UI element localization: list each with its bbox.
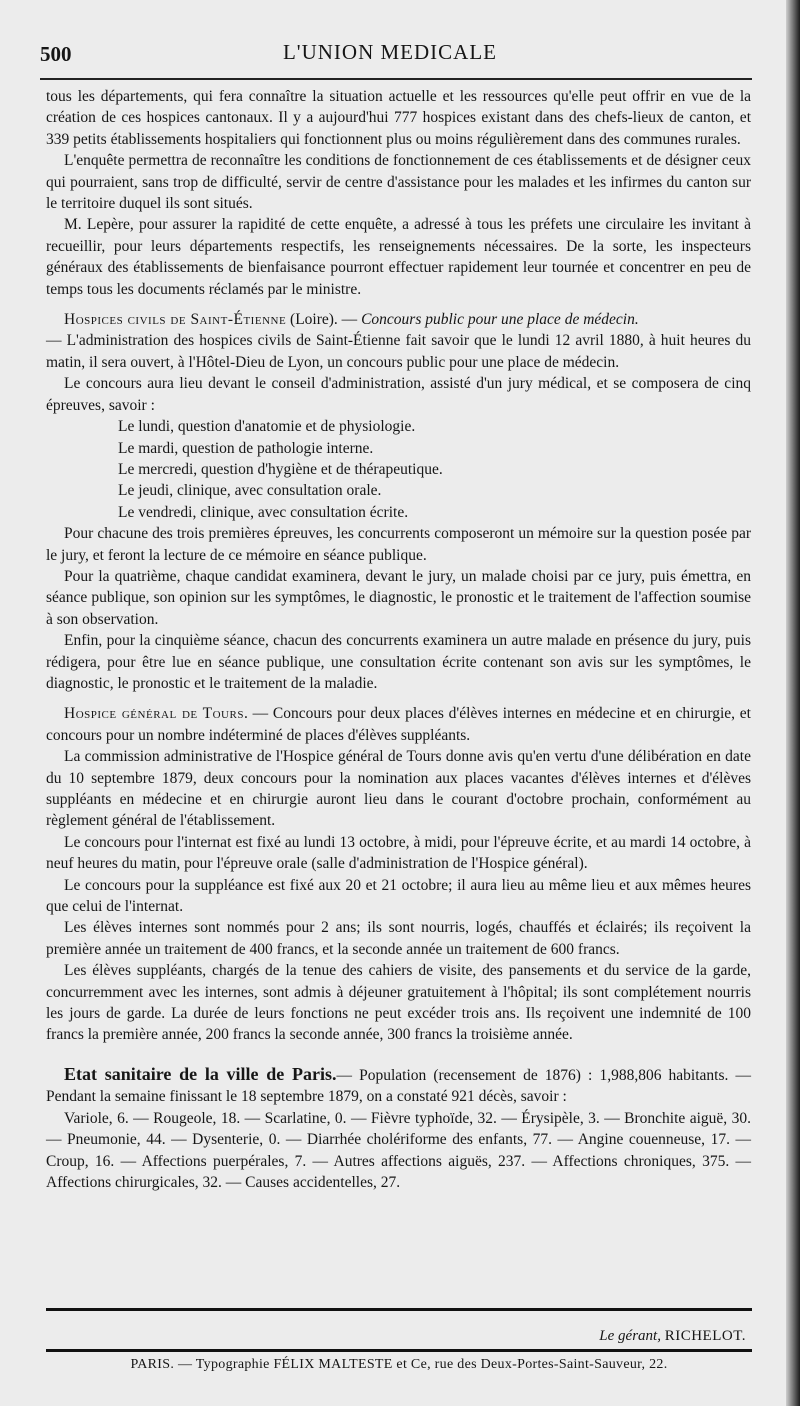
book-spine-edge	[786, 0, 800, 1406]
section-subtitle: . — Concours pour deux places d'élèves internes en médecine et en chirurgie, et concours pour un nombre indéterminé de places d'élèves suppléants.	[46, 705, 751, 744]
paragraph: L'enquête permettra de reconnaître les conditions de fonctionnement de ces établissements et de désigner ceux qui pourraient, sans trop de difficulté, servir de centre d'assistance pour les malades et les infirmes du canton sur le territoire duquel ils sont situés.	[46, 152, 751, 213]
page-number: 500	[40, 42, 72, 66]
epreuves-list	[118, 416, 751, 523]
section-heading-tours	[46, 703, 751, 746]
paragraph: Le concours aura lieu devant le conseil d'administration, assisté d'un jury médical, et se composera de cinq épreuves, savoir :	[46, 375, 751, 414]
list-item: Le mercredi, question d'hygiène et de thérapeutique.	[118, 460, 443, 478]
list-item: Le lundi, question d'anatomie et de physiologie.	[118, 418, 416, 436]
running-header	[0, 38, 800, 74]
gerant-signature	[46, 1328, 746, 1345]
paragraph: M. Lepère, pour assurer la rapidité de cette enquête, a adressé à tous les préfets une circulaire les invitant à recueillir, pour leurs départements respectifs, les renseignements nécessaires. De la sorte, les inspecteurs généraux des établissements de bienfaisance pourront effectuer rapidement leur tournée et concentrer en peu de temps tous les documents réclamés par le ministre.	[46, 216, 751, 298]
article-body	[46, 86, 751, 1193]
paragraph: Pour la quatrième, chaque candidat examinera, devant le jury, un malade choisi par ce jury, puis émettra, en séance publique, son opinion sur les symptômes, le diagnostic, le pronostic et le traitement de l'affection soumise à son observation.	[46, 567, 751, 628]
section-intro: — Population (recensement de 1876) : 1,988,806 habitants. — Pendant la semaine finissant le 18 septembre 1879, on a constaté 921 décès, savoir :	[46, 1066, 751, 1106]
paragraph: Les élèves internes sont nommés pour 2 ans; ils sont nourris, logés, chauffés et éclairés; ils reçoivent la première année un traitement de 400 francs, et la seconde année un traitement de 600 francs.	[46, 919, 751, 958]
paragraph: Le concours pour l'internat est fixé au lundi 13 octobre, à midi, pour l'épreuve écrite, et au mardi 14 octobre, à neuf heures du matin, pour l'épreuve orale (salle d'administration de l'Hospice général).	[46, 833, 751, 873]
paragraph: tous les départements, qui fera connaître la situation actuelle et les ressources qu'elle peut offrir en vue de la création de ces hospices cantonaux. Il y a aujourd'hui 777 hospices existant dans des chefs-lieux de canton, et 339 petits établissements hospitaliers qui fonctionnent plus ou moins régulièrement dans des communes rurales.	[46, 88, 751, 148]
printer-imprint: PARIS. — Typographie FÉLIX MALTESTE et Ce, rue des Deux-Portes-Saint-Sauveur, 22.	[130, 1357, 668, 1372]
footer-rule	[46, 1349, 752, 1352]
section-place: (Loire). —	[286, 311, 362, 329]
section-title: Hospice général de Tours	[64, 705, 244, 723]
list-item: Le jeudi, clinique, avec consultation orale.	[118, 482, 382, 500]
section-heading-st-etienne	[46, 309, 751, 330]
list-item: Le mardi, question de pathologie interne.	[118, 439, 374, 457]
etat-sanitaire	[46, 1064, 751, 1108]
footer-rule	[46, 1308, 752, 1311]
paragraph: Les élèves suppléants, chargés de la tenue des cahiers de visite, des pansements et du service de la garde, concurremment avec les internes, sont admis à déjeuner gratuitement à l'hôpital; ils sont complétement nourris les jours de garde. La durée de leurs fonctions ne peut excéder trois ans. Ils reçoivent une indemnité de 100 francs la première année, 200 francs la seconde année, 300 francs la troisième année.	[46, 962, 751, 1044]
header-rule	[40, 78, 752, 80]
paragraph: — L'administration des hospices civils de Saint-Étienne fait savoir que le lundi 12 avril 1880, à huit heures du matin, il sera ouvert, à l'Hôtel-Dieu de Lyon, un concours public pour une place de médecin.	[46, 332, 751, 371]
paragraph: Pour chacune des trois premières épreuves, les concurrents composeront un mémoire sur la question posée par le jury, et feront la lecture de ce mémoire en séance publique.	[46, 525, 751, 564]
paragraph: Le concours pour la suppléance est fixé aux 20 et 21 octobre; il aura lieu au même lieu et aux mêmes heures que celui de l'internat.	[46, 876, 751, 916]
section-title: Etat sanitaire de la ville de Paris.	[64, 1063, 337, 1084]
section-subtitle: Concours public pour une place de médecin.	[361, 311, 639, 329]
paragraph: Enfin, pour la cinquième séance, chacun des concurrents examinera un autre malade en présence du jury, puis rédigera, pour être lue en séance publique, une consultation écrite contenant son avis sur les symptômes, le diagnostic, le pronostic et le traitement de la maladie.	[46, 632, 751, 692]
paragraph: La commission administrative de l'Hospice général de Tours donne avis qu'en vertu d'une délibération en date du 10 septembre 1879, deux concours pour la nomination aux places vacantes d'élèves internes et d'élèves suppléants en médecine et en chirurgie auront lieu dans le courant d'octobre prochain, conformément au règlement général de l'établissement.	[46, 748, 751, 830]
paragraph: Variole, 6. — Rougeole, 18. — Scarlatine, 0. — Fièvre typhoïde, 32. — Érysipèle, 3. — Bronchite aiguë, 30. — Pneumonie, 44. — Dysenterie, 0. — Diarrhée cholériforme des enfants, 77. — Angine couenneuse, 17. — Croup, 16. — Affections puerpérales, 7. — Autres affections aiguës, 237. — Affections chroniques, 375. — Affections chirurgicales, 32. — Causes accidentelles, 27.	[46, 1109, 751, 1191]
list-item: Le vendredi, clinique, avec consultation écrite.	[118, 503, 409, 521]
gerant-label: Le gérant,	[599, 1328, 661, 1344]
journal-title: L'UNION MEDICALE	[282, 40, 497, 64]
section-title: Hospices civils de Saint-Étienne	[64, 311, 287, 329]
gerant-name: RICHELOT.	[664, 1328, 746, 1344]
